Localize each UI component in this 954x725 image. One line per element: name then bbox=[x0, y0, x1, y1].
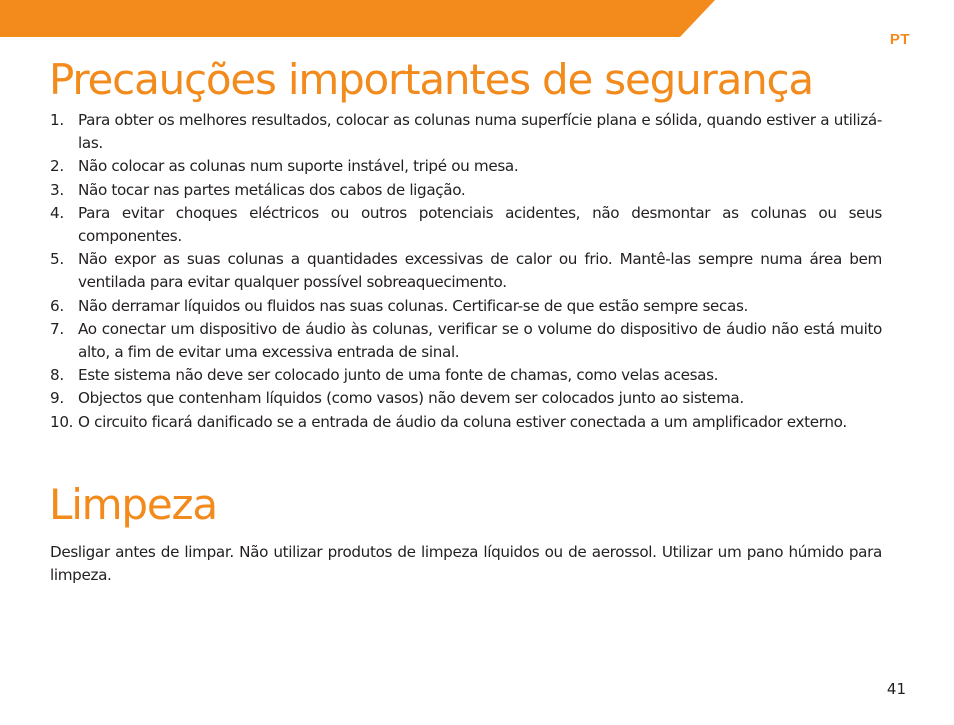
list-item-number: 8. bbox=[50, 366, 64, 385]
list-item-text: Não derramar líquidos ou fluidos nas suas colunas. Certificar-se de que estão sempre secas. bbox=[78, 296, 749, 315]
list-item bbox=[50, 155, 882, 178]
list-item-text: O circuito ficará danificado se a entrada de áudio da coluna estiver conectada a um amplificador externo. bbox=[78, 412, 847, 431]
list-item bbox=[50, 109, 882, 155]
list-item-number: 10. bbox=[50, 412, 74, 431]
header-banner-shape bbox=[0, 0, 715, 37]
list-item-number: 4. bbox=[50, 203, 64, 222]
list-item-number: 6. bbox=[50, 296, 64, 315]
list-item-number: 7. bbox=[50, 319, 64, 338]
list-item bbox=[50, 364, 882, 387]
safety-title: Precauções importantes de segurança bbox=[49, 55, 813, 104]
list-item bbox=[50, 318, 882, 364]
list-item-text: Este sistema não deve ser colocado junto de uma fonte de chamas, como velas acesas. bbox=[78, 366, 719, 385]
list-item-number: 2. bbox=[50, 157, 64, 176]
list-item bbox=[50, 411, 882, 434]
list-item bbox=[50, 179, 882, 202]
list-item-text: Ao conectar um dispositivo de áudio às colunas, verificar se o volume do dispositivo de áudio não está muito alto, a fim de evitar uma excessiva entrada de sinal. bbox=[78, 319, 882, 362]
list-item-number: 9. bbox=[50, 389, 64, 408]
list-item-text: Para obter os melhores resultados, colocar as colunas numa superfície plana e sólida, quando estiver a utilizá-las. bbox=[78, 111, 882, 153]
cleaning-title: Limpeza bbox=[49, 480, 217, 529]
list-item-number: 1. bbox=[50, 111, 64, 129]
list-item-text: Não expor as suas colunas a quantidades excessivas de calor ou frio. Mantê-las sempre numa área bem ventilada para evitar qualquer possível sobreaquecimento. bbox=[78, 250, 882, 292]
list-item-text: Não colocar as colunas num suporte instável, tripé ou mesa. bbox=[78, 157, 519, 176]
list-item-text: Para evitar choques eléctricos ou outros potenciais acidentes, não desmontar as colunas ou seus componentes. bbox=[78, 203, 882, 246]
list-item-number: 5. bbox=[50, 250, 64, 269]
list-item bbox=[50, 248, 882, 294]
header-banner bbox=[0, 0, 715, 37]
list-item bbox=[50, 202, 882, 248]
list-item bbox=[50, 387, 882, 410]
list-item-text: Não tocar nas partes metálicas dos cabos de ligação. bbox=[78, 180, 466, 199]
page-number: 41 bbox=[886, 680, 906, 698]
list-item-number: 3. bbox=[50, 180, 64, 199]
list-item bbox=[50, 295, 882, 318]
cleaning-text: Desligar antes de limpar. Não utilizar produtos de limpeza líquidos ou de aerossol. Utilizar um pano húmido para limpeza. bbox=[50, 543, 882, 585]
list-item-text: Objectos que contenham líquidos (como vasos) não devem ser colocados junto ao sistema. bbox=[78, 389, 744, 408]
language-code: PT bbox=[889, 31, 910, 48]
safety-list bbox=[50, 109, 882, 434]
